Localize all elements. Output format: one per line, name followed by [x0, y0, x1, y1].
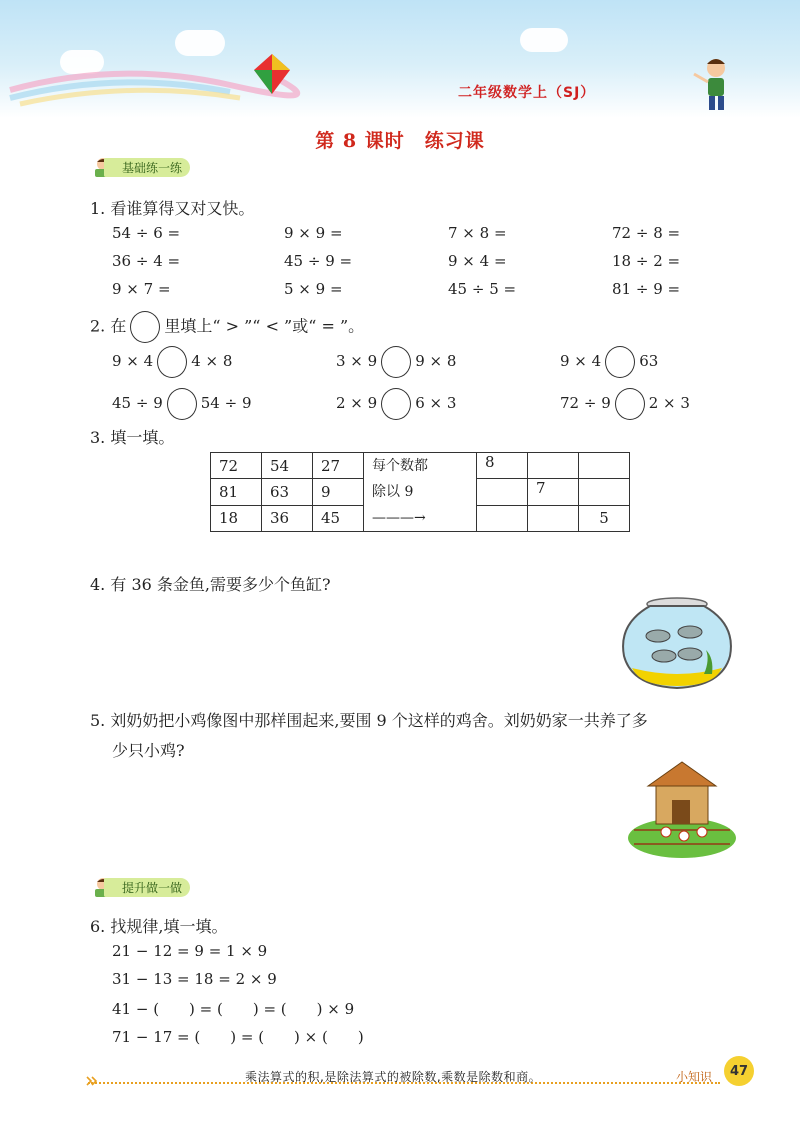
- input-cell: 54: [262, 453, 313, 479]
- output-cell[interactable]: [579, 453, 630, 479]
- answer-circle[interactable]: [605, 346, 635, 378]
- compare-left: 9 × 4: [112, 352, 154, 370]
- input-cell: 36: [262, 505, 313, 531]
- compare-right: 54 ÷ 9: [200, 394, 252, 412]
- calc-item: 5 × 9 =: [284, 280, 343, 298]
- grade-label: 二年级数学上（SJ）: [458, 85, 596, 101]
- arrow-icon: ———→: [372, 510, 426, 526]
- compare-circle-icon: [130, 311, 160, 343]
- compare-left: 9 × 4: [560, 352, 602, 370]
- compare-right: 9 × 8: [415, 352, 457, 370]
- question-4-title: 4. 有 36 条金鱼,需要多少个鱼缸?: [90, 575, 331, 594]
- section-label: 提升做一做: [104, 878, 190, 897]
- calc-item: 9 × 4 =: [448, 252, 507, 270]
- q2-title-prefix: 2. 在: [90, 316, 127, 336]
- question-5-line2: 少只小鸡?: [112, 741, 185, 760]
- input-cell: 63: [262, 479, 313, 505]
- compare-left: 2 × 9: [336, 394, 378, 412]
- footer-tip-label: 小知识: [676, 1070, 713, 1084]
- pattern-line: 31 − 13 = 18 = 2 × 9: [112, 970, 277, 988]
- question-3-title: 3. 填一填。: [90, 428, 175, 447]
- compare-item: [336, 346, 456, 378]
- kite-icon: [252, 52, 292, 96]
- compare-left: 45 ÷ 9: [112, 394, 163, 412]
- compare-left: 3 × 9: [336, 352, 378, 370]
- compare-item: [560, 388, 690, 420]
- footer-tip: 乘法算式的积,是除法算式的被除数,乘数是除数和商。: [245, 1070, 542, 1084]
- answer-circle[interactable]: [615, 388, 645, 420]
- output-cell[interactable]: [477, 505, 528, 531]
- input-cell: 27: [313, 453, 364, 479]
- page-number: 47: [724, 1056, 754, 1086]
- boy-flying-kite-icon: [690, 56, 740, 112]
- chicken-coop-icon: [626, 760, 738, 860]
- output-cell[interactable]: 8: [477, 453, 528, 479]
- calc-item: 45 ÷ 5 =: [448, 280, 517, 298]
- output-cell[interactable]: 5: [579, 505, 630, 531]
- compare-right: 2 × 3: [648, 394, 690, 412]
- section-tag-advanced: [92, 876, 190, 898]
- output-cell[interactable]: [528, 505, 579, 531]
- calc-item: 7 × 8 =: [448, 224, 507, 242]
- calc-item: 18 ÷ 2 =: [612, 252, 681, 270]
- output-cell[interactable]: [528, 453, 579, 479]
- question-2-title: [90, 311, 364, 343]
- pattern-line: 71 − 17 = ( ) = ( ) × ( ): [112, 1028, 364, 1046]
- chevron-right-icon: [86, 1076, 100, 1086]
- calc-item: 72 ÷ 8 =: [612, 224, 681, 242]
- pattern-line: 21 − 12 = 9 = 1 × 9: [112, 942, 268, 960]
- compare-right: 4 × 8: [191, 352, 233, 370]
- lesson-title: 第 8 课时 练习课: [315, 130, 485, 152]
- compare-item: [560, 346, 658, 378]
- q2-title-suffix: 里填上“ > ”“ < ”或“ = ”。: [164, 316, 365, 336]
- calc-item: 54 ÷ 6 =: [112, 224, 181, 242]
- input-cell: 72: [211, 453, 262, 479]
- answer-circle[interactable]: [157, 346, 187, 378]
- input-cell: 9: [313, 479, 364, 505]
- output-cell[interactable]: 7: [528, 479, 579, 505]
- answer-circle[interactable]: [381, 388, 411, 420]
- compare-item: [112, 346, 232, 378]
- input-cell: 18: [211, 505, 262, 531]
- rule-text: 除以 9: [372, 484, 414, 500]
- calc-item: 36 ÷ 4 =: [112, 252, 181, 270]
- division-table: [210, 452, 630, 532]
- compare-right: 6 × 3: [415, 394, 457, 412]
- cloud-decoration: [520, 28, 568, 52]
- fishbowl-icon: [618, 594, 736, 692]
- input-cell: 81: [211, 479, 262, 505]
- question-6-title: 6. 找规律,填一填。: [90, 917, 228, 936]
- output-cell[interactable]: [477, 479, 528, 505]
- calc-item: 45 ÷ 9 =: [284, 252, 353, 270]
- section-label: 基础练一练: [104, 158, 190, 177]
- calc-item: 9 × 9 =: [284, 224, 343, 242]
- rule-cell: [364, 453, 477, 532]
- compare-item: [112, 388, 252, 420]
- calc-item: 9 × 7 =: [112, 280, 171, 298]
- question-1-title: 1. 看谁算得又对又快。: [90, 199, 255, 218]
- output-cell[interactable]: [579, 479, 630, 505]
- section-tag-basic: [92, 156, 190, 178]
- answer-circle[interactable]: [167, 388, 197, 420]
- rule-text: 每个数都: [372, 458, 428, 474]
- pattern-line: 41 − ( ) = ( ) = ( ) × 9: [112, 1000, 355, 1018]
- compare-item: [336, 388, 456, 420]
- answer-circle[interactable]: [381, 346, 411, 378]
- input-cell: 45: [313, 505, 364, 531]
- calc-item: 81 ÷ 9 =: [612, 280, 681, 298]
- compare-left: 72 ÷ 9: [560, 394, 611, 412]
- compare-right: 63: [639, 352, 659, 370]
- question-5-line1: 5. 刘奶奶把小鸡像图中那样围起来,要围 9 个这样的鸡舍。刘奶奶家一共养了多: [90, 711, 648, 730]
